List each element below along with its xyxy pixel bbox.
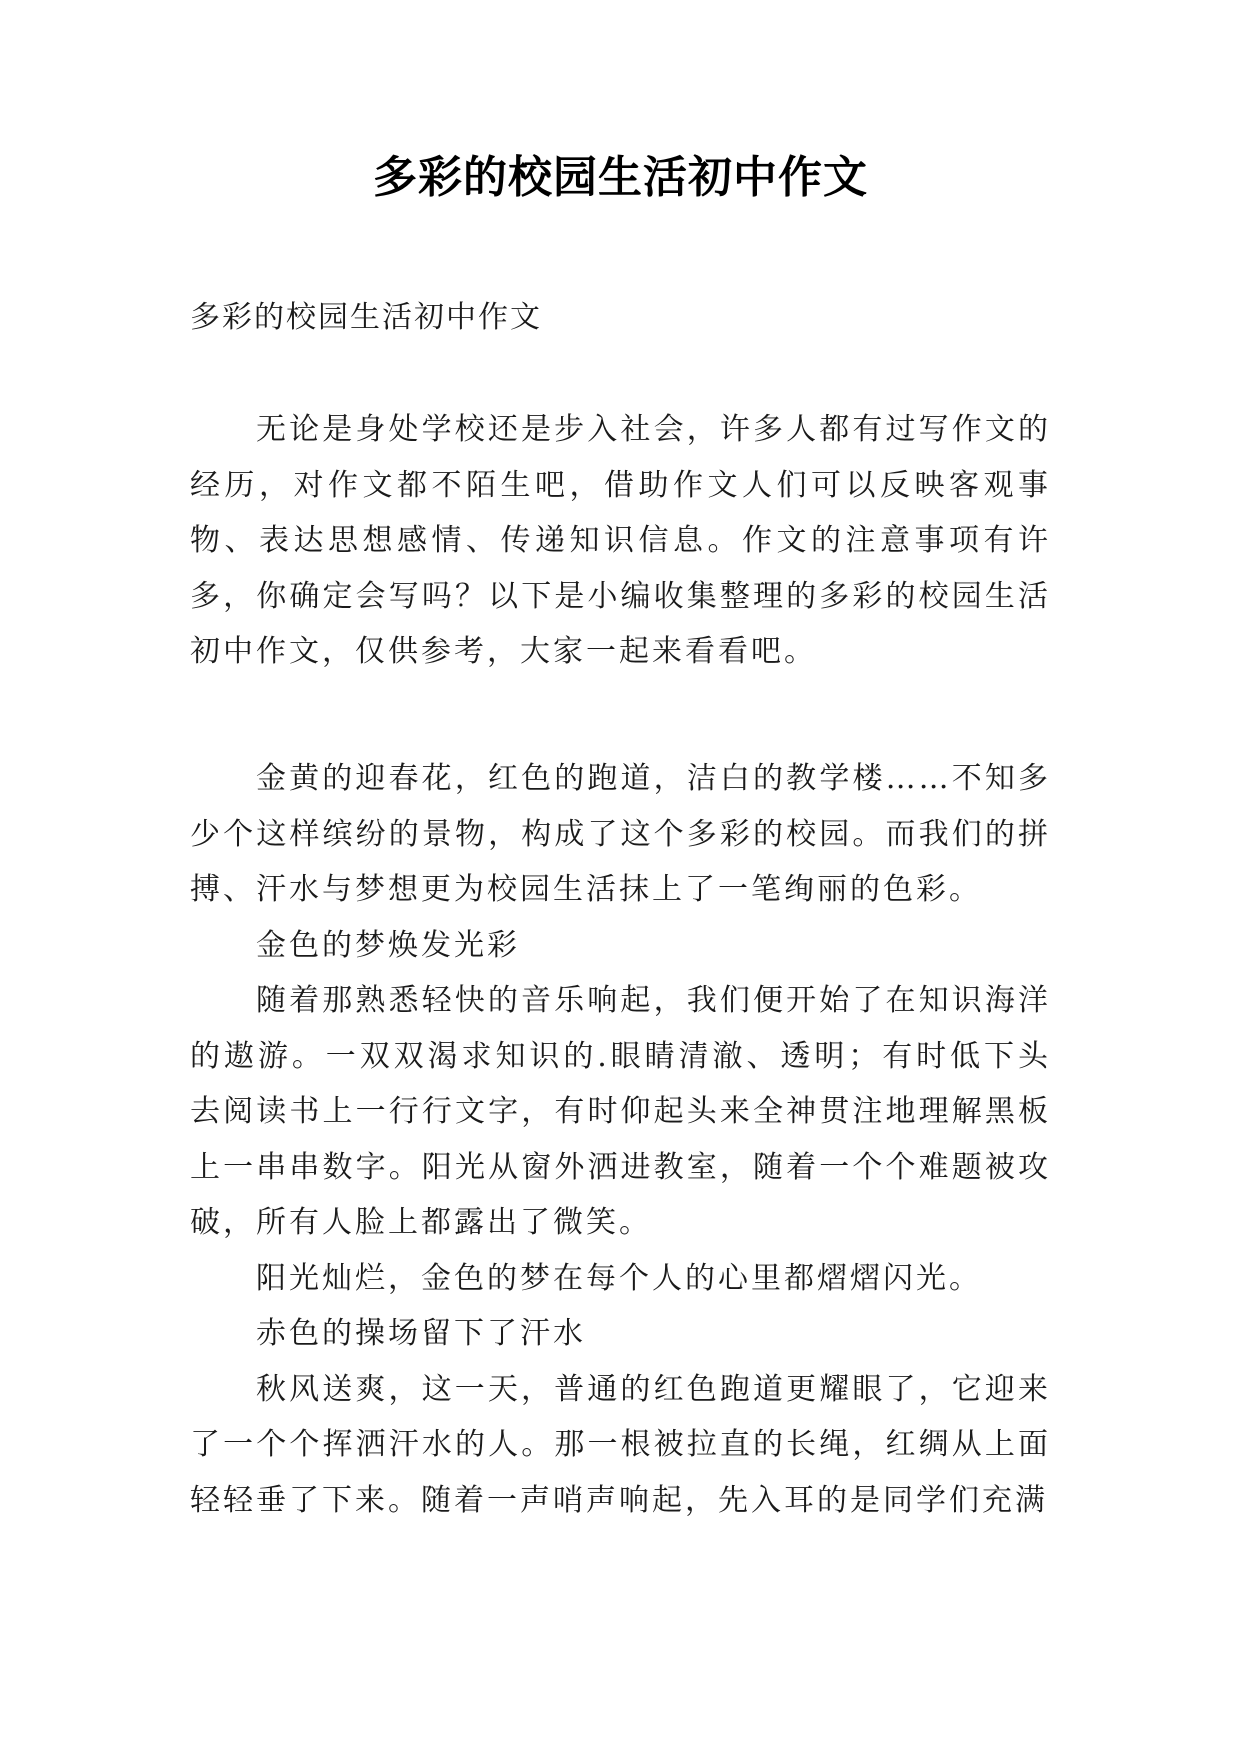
document-subtitle: 多彩的校园生活初中作文 — [190, 300, 542, 335]
section-heading-gold: 金色的梦焕发光彩 — [256, 927, 520, 963]
paragraph-3: 阳光灿烂，金色的梦在每个人的心里都熠熠闪光。 — [256, 1260, 982, 1296]
section-heading-red: 赤色的操场留下了汗水 — [256, 1316, 586, 1351]
paragraph-2: 随着那熟悉轻快的音乐响起，我们便开始了在知识海洋的遨游。一双双渴求知识的.眼睛清澈、透明；有时低下头去阅读书上一行行文字，有时仰起头来全神贯注地理解黑板上一串串数字。阳光从窗外洒进教室，随着一个个难题被攻破，所有人脸上都露出了微笑。 — [190, 983, 1051, 1240]
essay-body — [190, 751, 1051, 1528]
paragraph-4: 秋风送爽，这一天，普通的红色跑道更耀眼了，它迎来了一个个挥洒汗水的人。那一根被拉直的长绳，红绸从上面轻轻垂了下来。随着一声哨声响起，先入耳的是同学们充满 — [190, 1371, 1051, 1518]
intro-section — [190, 402, 1051, 680]
intro-paragraph: 无论是身处学校还是步入社会，许多人都有过写作文的经历，对作文都不陌生吧，借助作文人们可以反映客观事物、表达思想感情、传递知识信息。作文的注意事项有许多，你确定会写吗？以下是小编收集整理的多彩的校园生活初中作文，仅供参考，大家一起来看看吧。 — [190, 412, 1051, 669]
paragraph-1: 金黄的迎春花，红色的跑道，洁白的教学楼……不知多少个这样缤纷的景物，构成了这个多彩的校园。而我们的拼搏、汗水与梦想更为校园生活抹上了一笔绚丽的色彩。 — [190, 761, 1051, 907]
page-title: 多彩的校园生活初中作文 — [373, 152, 868, 203]
